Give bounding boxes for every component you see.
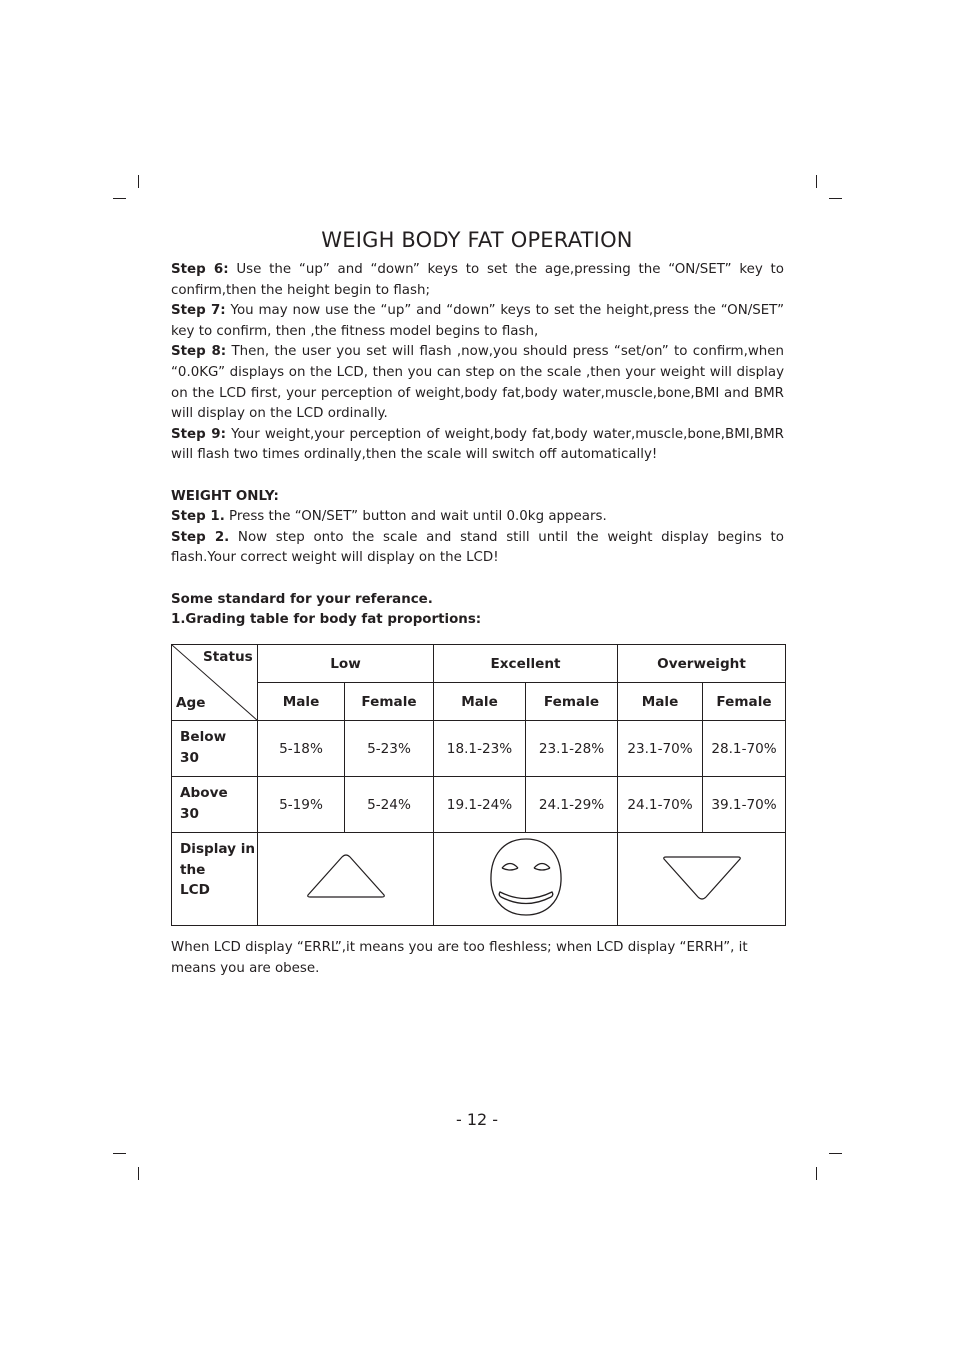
display-cell-excellent [434, 833, 618, 926]
group-header-low: Low [258, 645, 434, 683]
table-heading: 1.Grading table for body fat proportions: [171, 612, 482, 628]
table-row [172, 721, 786, 777]
crop-mark [829, 198, 842, 199]
step-label: Step 9: [171, 426, 226, 442]
error-codes-note: When LCD display “ERRL”,it means you are too fleshless; when LCD display “ERRH”, it means you are obese. [171, 940, 748, 976]
sex-header: Male [258, 683, 345, 721]
step-label: Step 1. [171, 509, 225, 525]
table-header-row [172, 645, 786, 683]
step-text: You may now use the “up” and “down” keys to set the height,press the “ON/SET” key to confirm, then ,the fitness model begins to flash, [171, 303, 785, 339]
step-text: Press the “ON/SET” button and wait until 0.0kg appears. [224, 509, 607, 525]
table-row [172, 777, 786, 833]
table-cell: 28.1-70% [703, 721, 786, 777]
step-6 [171, 260, 784, 301]
crop-mark [113, 198, 126, 199]
table-sex-row [172, 683, 786, 721]
step-text: Then, the user you set will flash ,now,you should press “set/on” to confirm,when “0.0KG” displays on the LCD, then you can step on the scale ,then your weight will display on the LCD first, your perception of weight,body fat,body water,muscle,bone,BMI and BMR will display on the LCD ordinally. [171, 344, 784, 422]
table-cell: 5-23% [345, 721, 434, 777]
display-row [172, 833, 786, 926]
status-age-corner-cell [172, 645, 258, 721]
crop-mark [138, 175, 139, 188]
triangle-up-icon [305, 854, 387, 900]
table-cell: 23.1-70% [618, 721, 703, 777]
smiling-face-icon [488, 835, 564, 919]
weight-only-heading: WEIGHT ONLY: [171, 488, 279, 504]
crop-mark [816, 175, 817, 188]
step-text: Now step onto the scale and stand still until the weight display begins to flash.Your correct weight will display on the LCD! [171, 529, 784, 566]
table-cell: 5-19% [258, 777, 345, 833]
step-text: Use the “up” and “down” keys to set the age,pressing the “ON/SET” key to confirm,then the height begin to flash; [171, 262, 784, 298]
crop-mark [816, 1167, 817, 1180]
status-label: Status [203, 649, 253, 665]
body-fat-grading-table [171, 644, 786, 926]
sex-header: Female [703, 683, 786, 721]
step-text: Your weight,your perception of weight,body fat,body water,muscle,bone,BMI,BMR will flash two times ordinally,then the scale will switch off automatically! [171, 426, 784, 463]
weight-only-step-2 [171, 528, 784, 569]
sex-header: Female [345, 683, 434, 721]
sex-header: Male [618, 683, 703, 721]
display-cell-overweight [618, 833, 786, 926]
crop-mark [829, 1153, 842, 1154]
crop-mark [138, 1167, 139, 1180]
group-header-overweight: Overweight [618, 645, 786, 683]
step-label: Step 8: [171, 344, 227, 360]
table-cell: 5-24% [345, 777, 434, 833]
step-label: Step 2. [171, 529, 230, 545]
page-title: WEIGH BODY FAT OPERATION [321, 228, 633, 252]
standard-heading: Some standard for your referance. [171, 591, 433, 607]
table-cell: 24.1-70% [618, 777, 703, 833]
step-label: Step 6: [171, 262, 229, 277]
step-9 [171, 425, 784, 466]
table-cell: 18.1-23% [434, 721, 526, 777]
instructions [171, 260, 784, 631]
crop-mark [113, 1153, 126, 1154]
display-label-cell: Display in the LCD [172, 833, 258, 926]
triangle-down-icon [661, 854, 743, 900]
weight-only-step-1 [171, 507, 784, 528]
table-cell: 24.1-29% [526, 777, 618, 833]
sex-header: Female [526, 683, 618, 721]
group-header-excellent: Excellent [434, 645, 618, 683]
sex-header: Male [434, 683, 526, 721]
age-label: Age [176, 695, 206, 711]
table-cell: 39.1-70% [703, 777, 786, 833]
display-cell-low [258, 833, 434, 926]
page-number: - 12 - [455, 1110, 499, 1129]
step-7 [171, 301, 784, 342]
step-label: Step 7: [171, 303, 226, 319]
step-8 [171, 342, 784, 424]
age-cell: Below 30 [172, 721, 258, 777]
table-cell: 5-18% [258, 721, 345, 777]
table-cell: 23.1-28% [526, 721, 618, 777]
table-cell: 19.1-24% [434, 777, 526, 833]
age-cell: Above 30 [172, 777, 258, 833]
